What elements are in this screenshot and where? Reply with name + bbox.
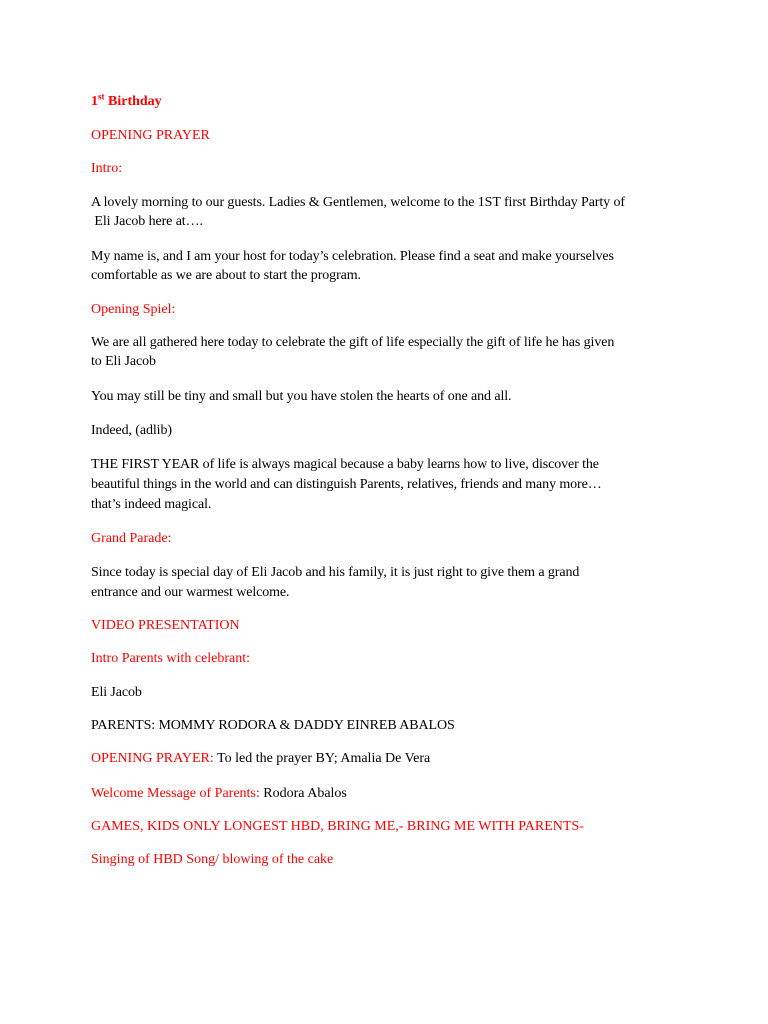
intro-label: Intro: <box>91 161 123 176</box>
intro-paragraph-line-2: Eli Jacob here at…. <box>91 214 203 229</box>
welcome-message-text: Rodora Abalos <box>259 786 347 801</box>
host-paragraph-line-2: comfortable as we are about to start the program. <box>91 268 361 283</box>
gathered-paragraph-line-2: to Eli Jacob <box>91 354 156 369</box>
first-year-paragraph-line-1: THE FIRST YEAR of life is always magical because a baby learns how to live, discover the <box>91 457 599 472</box>
gathered-paragraph-line-1: We are all gathered here today to celebrate the gift of life especially the gift of life he has given <box>91 335 615 350</box>
tiny-paragraph: You may still be tiny and small but you have stolen the hearts of one and all. <box>91 389 512 404</box>
intro-paragraph-line-1: A lovely morning to our guests. Ladies & Gentlemen, welcome to the 1ST first Birthday Party of <box>91 195 625 210</box>
parade-paragraph-line-2: entrance and our warmest welcome. <box>91 585 290 600</box>
opening-prayer-label: OPENING PRAYER: <box>91 751 214 766</box>
title-number: 1 <box>91 94 98 109</box>
title-word: Birthday <box>108 94 162 109</box>
opening-prayer-text: To led the prayer BY; Amalia De Vera <box>213 751 431 766</box>
first-year-paragraph-line-2: beautiful things in the world and can distinguish Parents, relatives, friends and many more… <box>91 477 602 492</box>
games-heading: GAMES, KIDS ONLY LONGEST HBD, BRING ME,- BRING ME WITH PARENTS- <box>91 819 584 834</box>
host-paragraph-line-1: My name is, and I am your host for today’s celebration. Please find a seat and make yourselves <box>91 249 614 264</box>
intro-parents-label: Intro Parents with celebrant: <box>91 651 251 666</box>
welcome-message-label: Welcome Message of Parents: <box>91 786 260 801</box>
video-presentation-heading: VIDEO PRESENTATION <box>91 618 240 633</box>
document-title <box>91 92 162 112</box>
opening-prayer-heading: OPENING PRAYER <box>91 128 210 143</box>
first-year-paragraph-line-3: that’s indeed magical. <box>91 497 212 512</box>
indeed-paragraph: Indeed, (adlib) <box>91 423 172 438</box>
grand-parade-label: Grand Parade: <box>91 531 172 546</box>
celebrant-name: Eli Jacob <box>91 685 142 700</box>
title-superscript: st <box>98 91 105 102</box>
parents-line: PARENTS: MOMMY RODORA & DADDY EINREB ABALOS <box>91 718 455 733</box>
parade-paragraph-line-1: Since today is special day of Eli Jacob and his family, it is just right to give them a grand <box>91 565 580 580</box>
opening-prayer-line <box>91 749 430 769</box>
welcome-message-line <box>91 784 347 804</box>
opening-spiel-label: Opening Spiel: <box>91 302 176 317</box>
singing-line: Singing of HBD Song/ blowing of the cake <box>91 852 334 867</box>
